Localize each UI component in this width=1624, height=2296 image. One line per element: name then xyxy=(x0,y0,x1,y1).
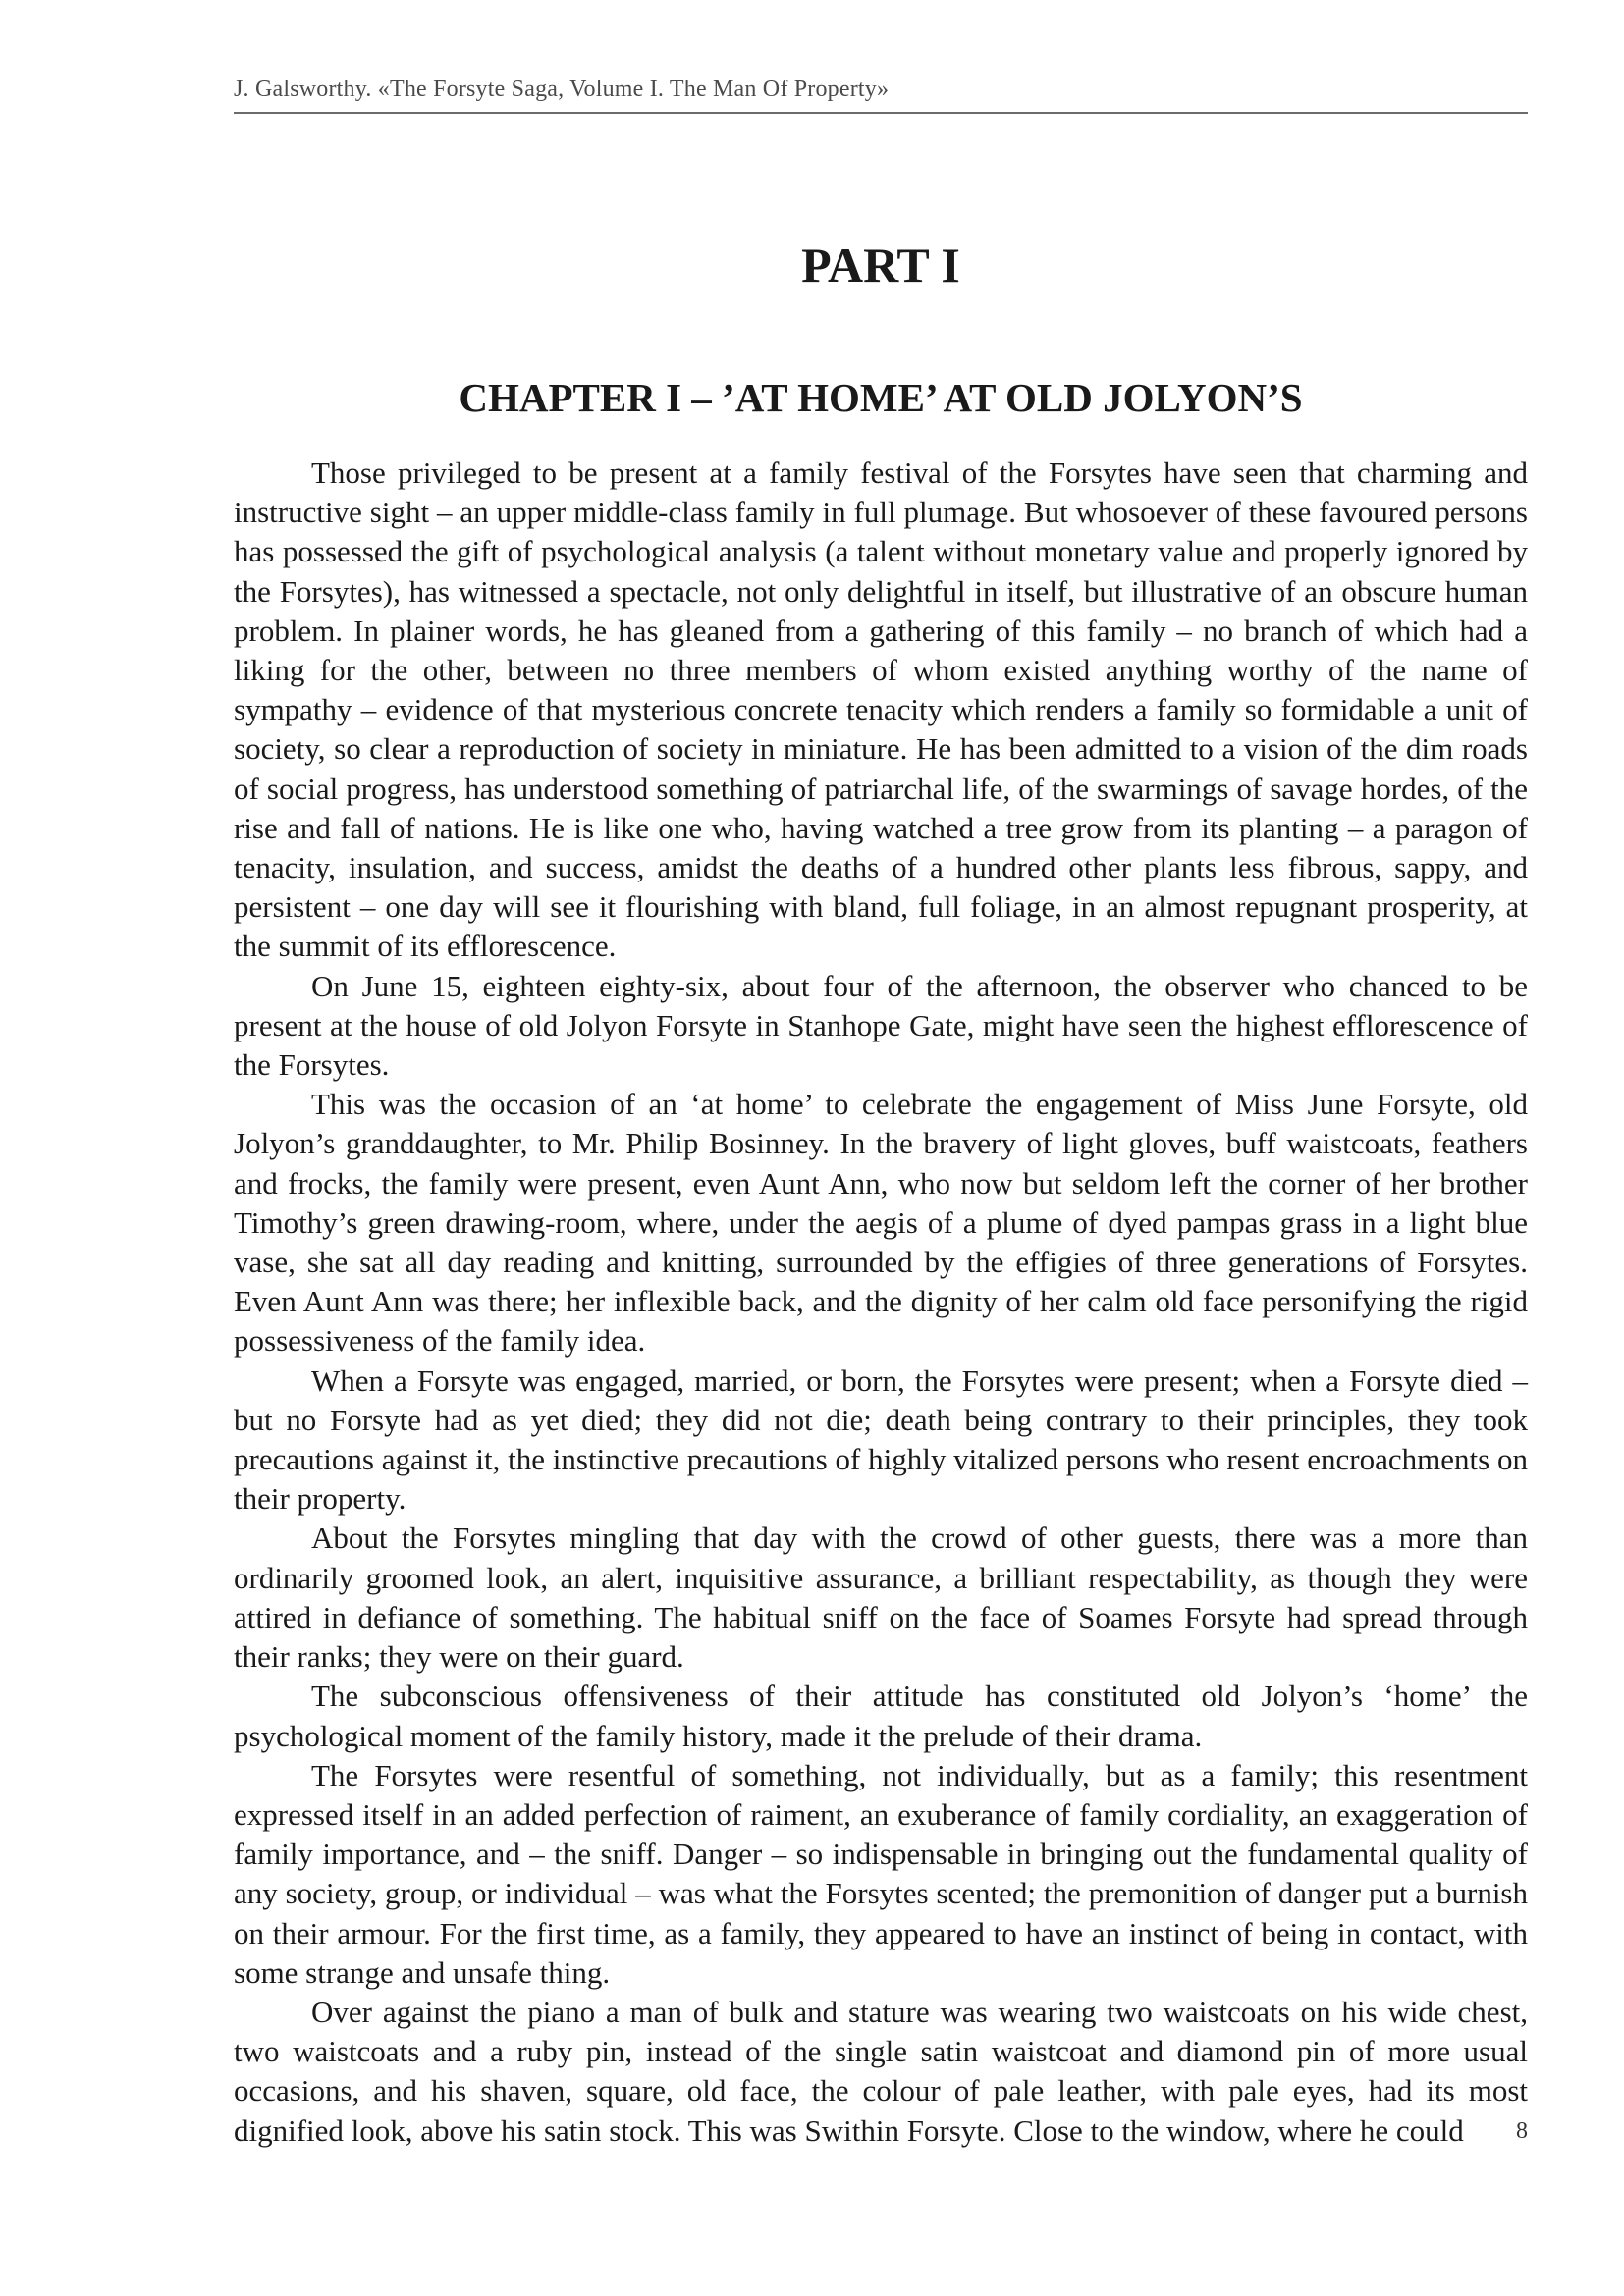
paragraph: The subconscious offensiveness of their attitude has constituted old Jolyon’s ‘home’ the psychological moment of the family history, made it the prelude of their drama. xyxy=(234,1679,1528,1753)
paragraph: When a Forsyte was engaged, married, or born, the Forsytes were present; when a Forsyte died – but no Forsyte had as yet died; they did not die; death being contrary to their principles, they took precautions against it, the instinctive precautions of highly vitalized persons who resent encroachments on their property. xyxy=(234,1362,1528,1517)
part-title: PART I xyxy=(801,238,960,293)
body-text xyxy=(234,454,1528,2151)
paragraph: Those privileged to be present at a family festival of the Forsytes have seen that charming and instructive sight – an upper middle-class family in full plumage. But whosoever of these favoured persons has possessed the gift of psychological analysis (a talent without monetary value and properly ignored by the Forsytes), has witnessed a spectacle, not only delightful in itself, but illustrative of an obscure human problem. In plainer words, he has gleaned from a gathering of this family – no branch of which had a liking for the other, between no three members of whom existed anything worthy of the name of sympathy – evidence of that mysterious concrete tenacity which renders a family so formidable a unit of society, so clear a reproduction of society in miniature. He has been admitted to a vision of the dim roads of social progress, has understood something of patriarchal life, of the swarmings of savage hordes, of the rise and fall of nations. He is like one who, having watched a tree grow from its planting – a paragon of tenacity, insulation, and success, amidst the deaths of a hundred other plants less fibrous, sappy, and persistent – one day will see it flourishing with bland, full foliage, in an almost repugnant prosperity, at the summit of its efflorescence. xyxy=(234,455,1528,964)
paragraph: Over against the piano a man of bulk and stature was wearing two waistcoats on his wide chest, two waistcoats and a ruby pin, instead of the single satin waistcoat and diamond pin of more usual occasions, and his shaven, square, old face, the colour of pale leather, with pale eyes, had its most dignified look, above his satin stock. This was Swithin Forsyte. Close to the window, where he could xyxy=(234,1994,1528,2148)
page-number: 8 xyxy=(1516,2118,1528,2144)
chapter-title: CHAPTER I – ’AT HOME’ AT OLD JOLYON’S xyxy=(459,375,1303,420)
paragraph: On June 15, eighteen eighty-six, about four of the afternoon, the observer who chanced to be present at the house of old Jolyon Forsyte in Stanhope Gate, might have seen the highest efflorescence of the Forsytes. xyxy=(234,968,1528,1083)
paragraph: About the Forsytes mingling that day with the crowd of other guests, there was a more than ordinarily groomed look, an alert, inquisitive assurance, a brilliant respectability, as though they were attired in defiance of something. The habitual sniff on the face of Soames Forsyte had spread through their ranks; they were on their guard. xyxy=(234,1521,1528,1675)
paragraph: The Forsytes were resentful of something, not individually, but as a family; this resentment expressed itself in an added perfection of raiment, an exuberance of family cordiality, an exaggeration of family importance, and – the sniff. Danger – so indispensable in bringing out the fundamental quality of any society, group, or individual – was what the Forsytes scented; the premonition of danger put a burnish on their armour. For the first time, as a family, they appeared to have an instinct of being in contact, with some strange and unsafe thing. xyxy=(234,1757,1528,1990)
running-header xyxy=(234,75,1528,114)
running-header-title: J. Galsworthy. «The Forsyte Saga, Volume I. The Man Of Property» xyxy=(234,77,890,102)
paragraph: This was the occasion of an ‘at home’ to celebrate the engagement of Miss June Forsyte, old Jolyon’s granddaughter, to Mr. Philip Bosinney. In the bravery of light gloves, buff waistcoats, feathers and frocks, the family were present, even Aunt Ann, who now but seldom left the corner of her brother Timothy’s green drawing-room, where, under the aegis of a plume of dyed pampas grass in a light blue vase, she sat all day reading and knitting, surrounded by the effigies of three generations of Forsytes. Even Aunt Ann was there; her inflexible back, and the dignity of her calm old face personifying the rigid possessiveness of the family idea. xyxy=(234,1087,1528,1359)
